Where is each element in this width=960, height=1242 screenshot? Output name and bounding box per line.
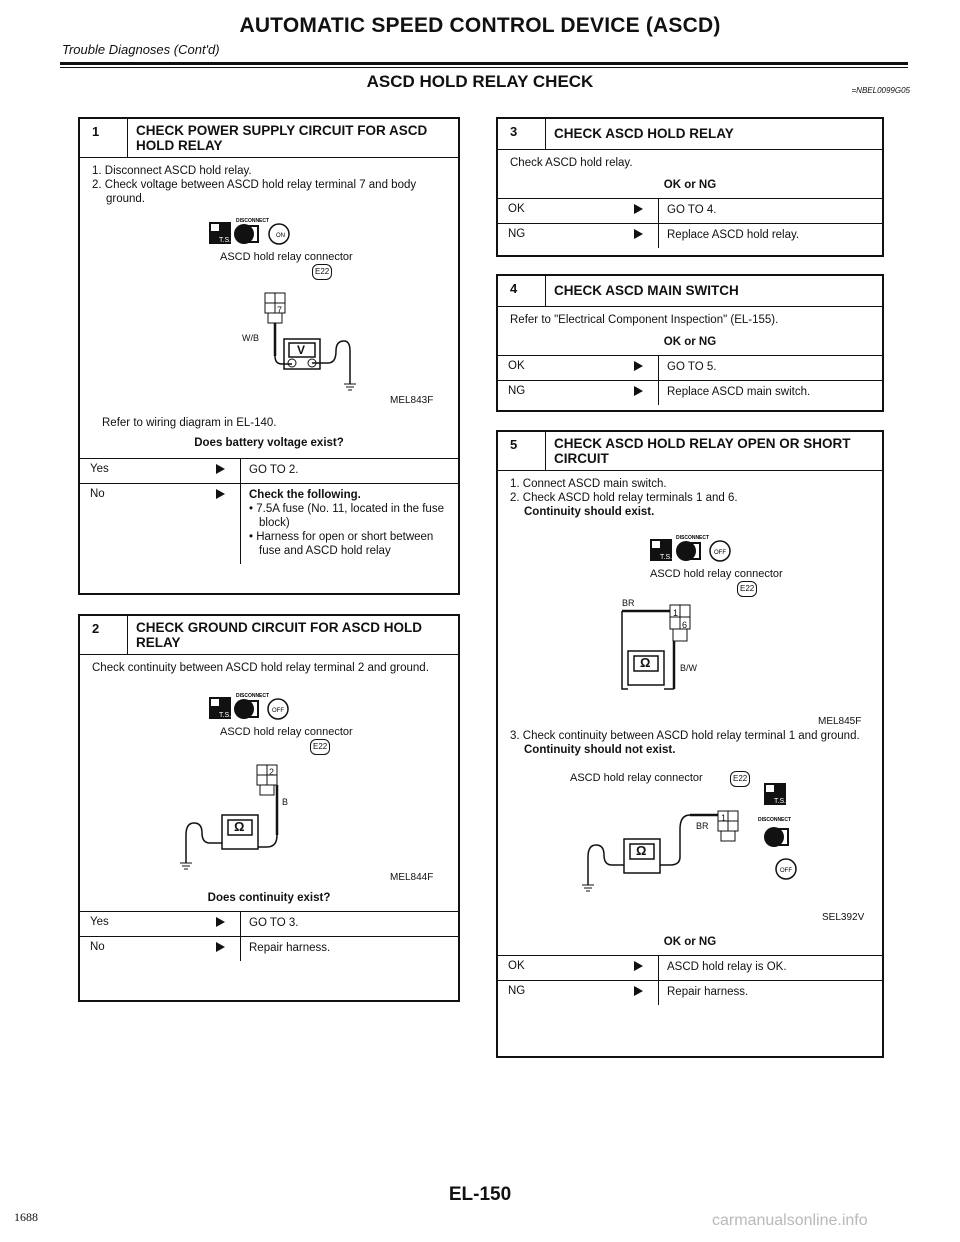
instruction: 1. Disconnect ASCD hold relay.	[92, 165, 252, 177]
wire-color: B/W	[680, 663, 697, 673]
svg-text:DISCONNECT: DISCONNECT	[236, 693, 270, 699]
step-1-header	[80, 119, 458, 158]
header-rule-thin	[60, 67, 908, 68]
result-row	[498, 223, 882, 248]
result-value: GO TO 5.	[658, 356, 882, 380]
page-title: AUTOMATIC SPEED CONTROL DEVICE (ASCD)	[239, 14, 721, 37]
page-subtitle: Trouble Diagnoses (Cont'd)	[62, 42, 220, 57]
step-4-box	[496, 274, 884, 412]
step-2-box	[78, 614, 460, 1002]
result-value: ASCD hold relay is OK.	[658, 956, 882, 980]
step-number: 3	[498, 119, 546, 149]
connector-diagram	[92, 206, 446, 416]
result-value: Repair harness.	[240, 937, 458, 961]
step-3-box	[496, 117, 884, 257]
step-5-body	[498, 471, 882, 955]
figure-code: MEL843F	[390, 395, 434, 406]
svg-text:ON: ON	[276, 233, 285, 239]
section-title: ASCD HOLD RELAY CHECK	[366, 72, 594, 91]
arrow-right-icon	[200, 484, 240, 564]
terminal-number: 6	[682, 620, 688, 630]
figure-label: ASCD hold relay connector	[570, 772, 703, 784]
svg-text:T.S.: T.S.	[660, 554, 673, 561]
diagram-drawing	[92, 206, 452, 416]
connector-code: E22	[737, 581, 757, 597]
result-key: OK	[508, 203, 525, 215]
terminal-number: 2	[269, 767, 275, 777]
step-heading: CHECK GROUND CIRCUIT FOR ASCD HOLD RELAY	[136, 620, 422, 650]
arrow-right-icon	[200, 912, 240, 936]
diagram-drawing	[510, 519, 874, 729]
result-row	[80, 911, 458, 936]
result-row	[498, 955, 882, 980]
arrow-right-icon	[618, 356, 658, 380]
svg-text:T.S.: T.S.	[774, 798, 787, 805]
svg-text:OFF: OFF	[272, 708, 284, 714]
arrow-right-icon	[618, 381, 658, 405]
result-row	[498, 980, 882, 1005]
terminal-number: 1	[721, 813, 727, 823]
result-value: Replace ASCD hold relay.	[658, 224, 882, 248]
arrow-right-icon	[618, 981, 658, 1005]
result-key: NG	[508, 228, 526, 240]
question: Does continuity exist?	[207, 892, 331, 904]
result-value	[240, 484, 458, 564]
svg-text:DISCONNECT: DISCONNECT	[758, 817, 792, 823]
connector-diagram	[510, 519, 870, 729]
meter-symbol: Ω	[234, 819, 245, 834]
connector-code: E22	[312, 264, 332, 280]
result-key: No	[90, 488, 105, 500]
bullet-item: • 7.5A fuse (No. 11, located in the fuse block)	[249, 503, 444, 529]
step-heading: CHECK ASCD HOLD RELAY	[554, 126, 734, 141]
wire-color: W/B	[242, 333, 259, 343]
step-4-body	[498, 307, 882, 355]
result-key: No	[90, 941, 105, 953]
result-key: NG	[508, 985, 526, 997]
expected-result: Continuity should not exist.	[524, 744, 676, 756]
instruction: 3. Check continuity between ASCD hold relay terminal 1 and ground.	[510, 730, 860, 742]
svg-text:OFF: OFF	[714, 550, 726, 556]
connector-diagram	[510, 757, 870, 935]
step-number: 5	[498, 432, 546, 470]
question: OK or NG	[663, 936, 717, 948]
page-number: EL-150	[448, 1184, 512, 1205]
figure-code: SEL392V	[822, 912, 865, 923]
svg-text:DISCONNECT: DISCONNECT	[676, 535, 710, 541]
instruction: Refer to "Electrical Component Inspection" (EL-155).	[510, 314, 779, 326]
step-heading: CHECK POWER SUPPLY CIRCUIT FOR ASCD HOLD RELAY	[136, 123, 428, 153]
step-4-header	[498, 276, 882, 307]
connector-code: E22	[310, 739, 330, 755]
figure-code: MEL845F	[818, 716, 862, 727]
connector-code: E22	[730, 771, 750, 787]
meter-symbol: V	[297, 343, 306, 357]
result-key: Yes	[90, 916, 109, 928]
step-number: 4	[498, 276, 546, 306]
expected-result: Continuity should exist.	[524, 506, 655, 518]
svg-text:T.S.: T.S.	[219, 237, 232, 244]
step-2-body	[80, 655, 458, 911]
wire-color: BR	[622, 598, 635, 608]
result-row	[498, 380, 882, 405]
figure-label: ASCD hold relay connector	[650, 568, 783, 580]
instruction: 1. Connect ASCD main switch.	[510, 478, 667, 490]
result-key: OK	[508, 360, 525, 372]
sheet-number: 1688	[14, 1210, 38, 1224]
svg-text:OFF: OFF	[780, 868, 792, 874]
figure-label: ASCD hold relay connector	[220, 251, 353, 263]
question: OK or NG	[663, 336, 717, 348]
step-heading: CHECK ASCD MAIN SWITCH	[554, 283, 739, 298]
result-row	[80, 936, 458, 961]
result-row	[80, 458, 458, 483]
arrow-right-icon	[618, 956, 658, 980]
result-value: Replace ASCD main switch.	[658, 381, 882, 405]
header-rule	[60, 62, 908, 65]
question: Does battery voltage exist?	[194, 437, 344, 449]
figure-code: MEL844F	[390, 872, 434, 883]
connector-diagram	[92, 675, 446, 885]
step-heading: CHECK ASCD HOLD RELAY OPEN OR SHORT CIRCUIT	[554, 436, 851, 466]
result-value: Repair harness.	[658, 981, 882, 1005]
step-2-header	[80, 616, 458, 655]
result-row	[498, 198, 882, 223]
diagram-drawing	[92, 675, 452, 885]
instruction: 2. Check ASCD hold relay terminals 1 and 6.	[510, 492, 738, 504]
step-number: 1	[80, 119, 128, 157]
result-value: GO TO 3.	[240, 912, 458, 936]
instruction: Check continuity between ASCD hold relay terminal 2 and ground.	[92, 662, 429, 674]
result-row	[498, 355, 882, 380]
step-5-header	[498, 432, 882, 471]
result-title: Check the following.	[249, 489, 361, 501]
wire-color: BR	[696, 821, 709, 831]
step-3-header	[498, 119, 882, 150]
terminal-number: 1	[673, 608, 679, 618]
arrow-right-icon	[618, 199, 658, 223]
watermark: carmanualsonline.info	[712, 1212, 868, 1229]
arrow-right-icon	[200, 459, 240, 483]
step-5-box	[496, 430, 884, 1058]
figure-label: ASCD hold relay connector	[220, 726, 353, 738]
instruction: 2. Check voltage between ASCD hold relay terminal 7 and body ground.	[92, 179, 417, 205]
reference-code: =NBEL0099G05	[851, 86, 910, 95]
question: OK or NG	[663, 179, 717, 191]
svg-text:DISCONNECT: DISCONNECT	[236, 218, 270, 224]
result-value: GO TO 2.	[240, 459, 458, 483]
result-row	[80, 483, 458, 564]
bullet-item: • Harness for open or short between fuse and ASCD hold relay	[249, 531, 434, 557]
result-key: OK	[508, 960, 525, 972]
terminal-number: 7	[277, 305, 283, 315]
reference-note: Refer to wiring diagram in EL-140.	[102, 417, 277, 429]
step-1-body	[80, 158, 458, 456]
arrow-right-icon	[618, 224, 658, 248]
step-number: 2	[80, 616, 128, 654]
instruction: Check ASCD hold relay.	[510, 157, 633, 169]
step-3-body	[498, 150, 882, 198]
step-1-box	[78, 117, 460, 595]
result-key: NG	[508, 385, 526, 397]
meter-symbol: Ω	[640, 655, 651, 670]
svg-text:T.S.: T.S.	[219, 712, 232, 719]
result-value: GO TO 4.	[658, 199, 882, 223]
arrow-right-icon	[200, 937, 240, 961]
wire-color: B	[282, 797, 289, 807]
meter-symbol: Ω	[636, 843, 647, 858]
result-key: Yes	[90, 463, 109, 475]
